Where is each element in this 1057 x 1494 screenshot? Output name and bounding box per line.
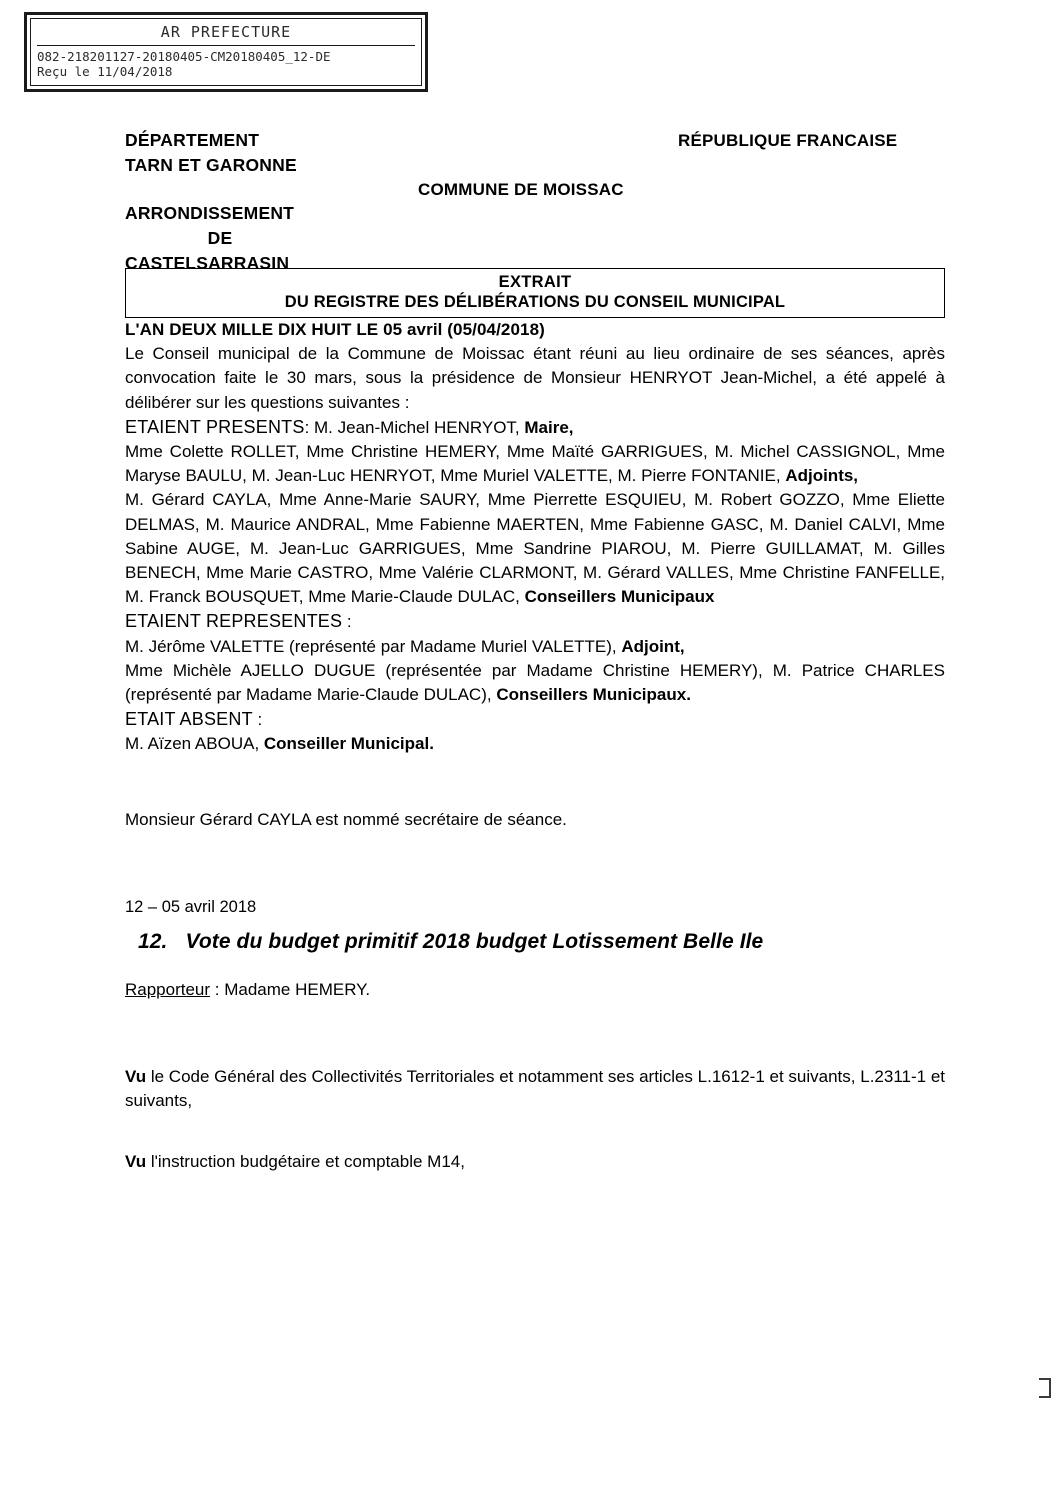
conseillers-role: Conseillers Municipaux	[524, 587, 715, 607]
represented-line-1	[125, 635, 945, 659]
presents-label: ETAIENT PRESENTS	[125, 416, 305, 437]
commune-title: COMMUNE DE MOISSAC	[418, 180, 624, 199]
absent-name: M. Aïzen ABOUA,	[125, 734, 264, 754]
rapporteur-value: : Madame HEMERY.	[210, 980, 371, 999]
session-intro: Le Conseil municipal de la Commune de Moissac étant réuni au lieu ordinaire de ses séances, après convocation faite le 30 mars, sous la présidence de Monsieur HENRYOT Jean-Michel, a été appelé à délibérer sur les questions suivantes :	[125, 344, 945, 412]
ar-prefecture-stamp-inner	[30, 18, 422, 86]
article-number: 12.	[138, 930, 168, 953]
clause-vu-2-prefix: Vu	[125, 1152, 147, 1171]
represented-line-2	[125, 659, 945, 707]
absent-label-paragraph: ETAIT ABSENT :	[125, 709, 263, 730]
represented-name-1: M. Jérôme VALETTE (représenté par Madame Muriel VALETTE),	[125, 636, 622, 656]
page-edge-artifact	[1039, 1378, 1051, 1398]
represented-label-paragraph: ETAIENT REPRESENTES :	[125, 611, 352, 632]
ar-prefecture-stamp	[24, 12, 428, 92]
represented-role-2: Conseillers Municipaux.	[496, 685, 691, 705]
department-line-1: DÉPARTEMENT	[125, 130, 260, 150]
rapporteur-line	[125, 980, 370, 1000]
republic-title: RÉPUBLIQUE FRANCAISE	[678, 131, 898, 150]
clause-vu-2-text: l'instruction budgétaire et comptable M14,	[146, 1152, 465, 1171]
article-title-text: Vote du budget primitif 2018 budget Lotissement Belle Ile	[185, 930, 764, 953]
department-line-2: TARN ET GARONNE	[125, 155, 297, 175]
adjoints-names: Mme Colette ROLLET, Mme Christine HEMERY, Mme Maïté GARRIGUES, M. Michel CASSIGNOL, Mme Maryse BAULU, M. Jean-Luc HENRYOT, Mme Muriel VALETTE, M. Pierre FONTANIE,	[125, 442, 945, 486]
rapporteur-label: Rapporteur	[125, 980, 211, 999]
deliberation-body	[125, 318, 945, 757]
represented-name-2: Mme Michèle AJELLO DUGUE (représentée par Madame Christine HEMERY), M. Patrice CHARLES (représenté par Madame Marie-Claude DULAC),	[125, 660, 945, 705]
presents-mayor: : M. Jean-Michel HENRYOT,	[304, 417, 525, 437]
extrait-box	[125, 268, 945, 318]
stamp-received-date: Reçu le 11/04/2018	[37, 64, 173, 79]
represented-role-1: Adjoint,	[621, 636, 685, 656]
adjoints-role: Adjoints,	[785, 466, 859, 486]
clause-vu-1-text: le Code Général des Collectivités Territoriales et notamment ses articles L.1612-1 et suivants, L.2311-1 et suivants,	[125, 1067, 945, 1111]
document-header	[0, 128, 1057, 273]
article-date-line: 12 – 05 avril 2018	[125, 898, 257, 916]
absent-line	[125, 732, 945, 756]
clause-vu-1-prefix: Vu	[125, 1067, 147, 1086]
arrondissement-line-1: ARRONDISSEMENT	[125, 203, 295, 223]
article-title	[138, 930, 958, 954]
conseillers-names: M. Gérard CAYLA, Mme Anne-Marie SAURY, Mme Pierrette ESQUIEU, M. Robert GOZZO, Mme Eliette DELMAS, M. Maurice ANDRAL, Mme Fabienne MAERTEN, Mme Fabienne GASC, M. Daniel CALVI, Mme Sabine AUGE, M. Jean-Luc GARRIGUES, Mme Sandrine PIAROU, M. Pierre GUILLAMAT, M. Gilles BENECH, Mme Marie CASTRO, Mme Valérie CLARMONT, M. Gérard VALLES, Mme Christine FANFELLE, M. Franck BOUSQUET, Mme Marie-Claude DULAC,	[125, 490, 945, 607]
extrait-line-1: EXTRAIT	[498, 273, 572, 291]
arrondissement-line-2: DE	[207, 228, 233, 248]
absent-role: Conseiller Municipal.	[263, 734, 434, 754]
session-date: L'AN DEUX MILLE DIX HUIT LE 05 avril (05/04/2018)	[125, 320, 545, 339]
adjoints-paragraph	[125, 440, 945, 488]
arrondissement-line-3: CASTELSARRASIN	[125, 253, 290, 273]
presents-mayor-role: Maire,	[524, 417, 574, 437]
clause-vu-2	[125, 1150, 945, 1174]
secretary-statement: Monsieur Gérard CAYLA est nommé secrétaire de séance.	[125, 810, 567, 829]
conseillers-paragraph	[125, 488, 945, 609]
stamp-reference: 082-218201127-20180405-CM20180405_12-DE	[37, 49, 331, 64]
stamp-divider	[37, 45, 415, 46]
department-block	[125, 128, 297, 178]
represented-label: ETAIENT REPRESENTES	[125, 611, 343, 632]
extrait-line-2: DU REGISTRE DES DÉLIBÉRATIONS DU CONSEIL MUNICIPAL	[284, 293, 786, 311]
presents-paragraph	[125, 415, 945, 440]
arrondissement-block	[125, 201, 315, 276]
stamp-title: AR PREFECTURE	[160, 23, 292, 41]
absent-label: ETAIT ABSENT	[125, 709, 253, 730]
clause-vu-1	[125, 1065, 945, 1113]
